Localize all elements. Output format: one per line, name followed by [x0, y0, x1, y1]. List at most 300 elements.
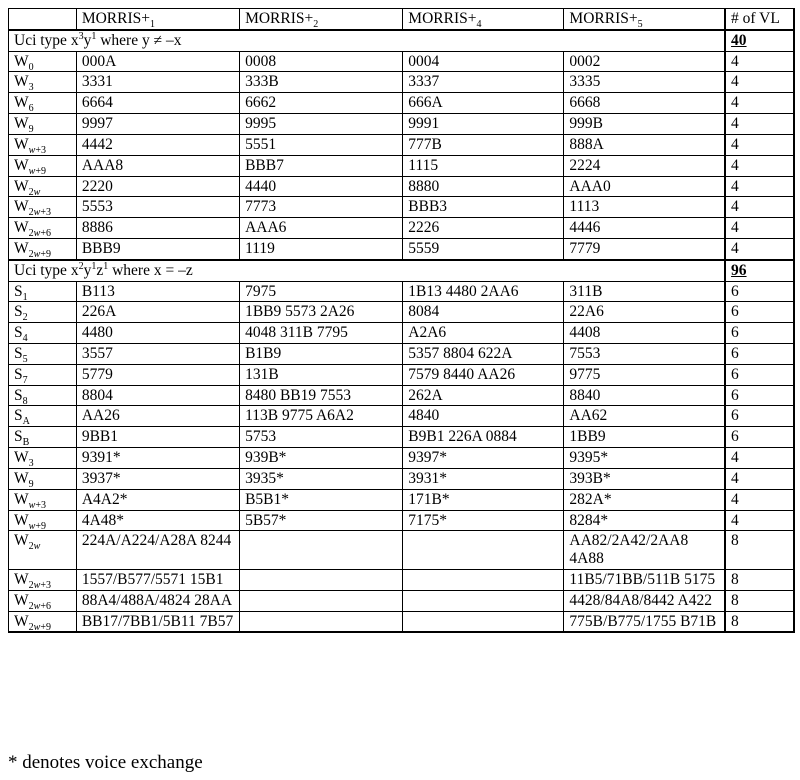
cell-vl: 6	[725, 427, 794, 448]
section2-title	[9, 260, 726, 281]
cell-morris-3: 1115	[403, 155, 564, 176]
cell-vl: 4	[725, 155, 794, 176]
subscript-number: A	[22, 416, 30, 427]
cell-morris-1: 3937*	[76, 468, 239, 489]
cell-morris-3: 7175*	[403, 510, 564, 531]
subscript-number: 2	[22, 312, 28, 323]
table-row	[9, 385, 795, 406]
row-label	[9, 468, 77, 489]
cell-vl: 8	[725, 569, 794, 590]
table-row	[9, 281, 795, 302]
cell-vl: 8	[725, 611, 794, 632]
cell-morris-4: 8284*	[564, 510, 725, 531]
section1-title-b: y	[83, 31, 92, 49]
table-row	[9, 155, 795, 176]
subscript-w: w	[33, 228, 41, 239]
cell-morris-2: 6662	[240, 93, 403, 114]
cell-morris-1: B113	[76, 281, 239, 302]
cell-morris-2: 7773	[240, 197, 403, 218]
cell-vl: 4	[725, 176, 794, 197]
cell-morris-1: 4442	[76, 134, 239, 155]
row-label-subscript	[29, 62, 34, 72]
row-label	[9, 134, 77, 155]
subscript-offset: +9	[35, 165, 46, 176]
cell-morris-1: 9997	[76, 114, 239, 135]
table-row	[9, 590, 795, 611]
cell-morris-3: B9B1 226A 0884	[403, 427, 564, 448]
row-label-letter: S	[14, 365, 23, 383]
cell-vl: 4	[725, 114, 794, 135]
row-label-letter: W	[14, 239, 29, 257]
row-label	[9, 51, 77, 72]
section1-total: 40	[725, 30, 794, 51]
cell-vl: 4	[725, 510, 794, 531]
header-sub: 5	[637, 19, 643, 30]
cell-morris-2	[240, 531, 403, 570]
row-label-letter: W	[14, 135, 29, 153]
cell-morris-1: 5553	[76, 197, 239, 218]
cell-vl: 4	[725, 93, 794, 114]
cell-morris-2: 5B57*	[240, 510, 403, 531]
subscript-number: 2	[28, 600, 34, 612]
cell-morris-4: 282A*	[564, 489, 725, 510]
row-label	[9, 510, 77, 531]
cell-morris-3: 262A	[403, 385, 564, 406]
cell-morris-1: 2220	[76, 176, 239, 197]
header-vl: # of VL	[725, 9, 794, 30]
subscript-w: w	[33, 186, 41, 197]
row-label	[9, 72, 77, 93]
cell-morris-1: 1557/B577/5571 15B1	[76, 569, 239, 590]
cell-morris-1: 000A	[76, 51, 239, 72]
row-label	[9, 176, 77, 197]
cell-morris-3: 0004	[403, 51, 564, 72]
row-label-letter: W	[14, 612, 29, 630]
cell-morris-2: B1B9	[240, 344, 403, 365]
row-label-subscript	[29, 124, 34, 134]
cell-morris-3: 7579 8440 AA26	[403, 364, 564, 385]
subscript-w: w	[33, 541, 41, 553]
row-label	[9, 302, 77, 323]
row-label-subscript	[29, 187, 41, 197]
cell-morris-3: 8084	[403, 302, 564, 323]
cell-vl: 4	[725, 238, 794, 259]
table-row	[9, 531, 795, 570]
row-label-letter: W	[14, 219, 29, 237]
subscript-offset: +9	[40, 249, 51, 260]
row-label-letter: S	[14, 386, 23, 404]
cell-morris-4: 775B/B775/1755 B71B	[564, 611, 725, 632]
cell-morris-4: 11B5/71BB/511B 5175	[564, 569, 725, 590]
cell-morris-4: 311B	[564, 281, 725, 302]
row-label	[9, 448, 77, 469]
header-morris-1	[76, 9, 239, 30]
row-label-letter: S	[14, 303, 23, 321]
cell-vl: 4	[725, 489, 794, 510]
subscript-number: 0	[28, 61, 34, 72]
table-row	[9, 134, 795, 155]
cell-morris-3	[403, 569, 564, 590]
cell-morris-4: 1113	[564, 197, 725, 218]
cell-morris-4: 1BB9	[564, 427, 725, 448]
cell-morris-1: 226A	[76, 302, 239, 323]
section2-title-d: where x = –z	[108, 261, 193, 279]
row-label-letter: W	[14, 156, 29, 174]
cell-vl: 4	[725, 51, 794, 72]
cell-morris-2: 4048 311B 7795	[240, 323, 403, 344]
table-row	[9, 427, 795, 448]
cell-morris-1: BB17/7BB1/5B11 7B57	[76, 611, 239, 632]
header-sub: 1	[150, 19, 156, 30]
subscript-number: 2	[28, 186, 34, 197]
cell-vl: 6	[725, 323, 794, 344]
cell-morris-4: 888A	[564, 134, 725, 155]
row-label	[9, 281, 77, 302]
cell-morris-1: 4480	[76, 323, 239, 344]
cell-vl: 8	[725, 590, 794, 611]
subscript-offset: +6	[40, 600, 51, 612]
row-label	[9, 364, 77, 385]
subscript-w: w	[28, 520, 36, 531]
table-row	[9, 114, 795, 135]
cell-morris-1: 9391*	[76, 448, 239, 469]
table-row	[9, 72, 795, 93]
cell-morris-4: 22A6	[564, 302, 725, 323]
cell-vl: 8	[725, 531, 794, 570]
row-label-letter: W	[14, 490, 29, 508]
row-label-subscript	[29, 601, 51, 611]
subscript-number: 2	[28, 541, 34, 553]
cell-morris-2: 131B	[240, 364, 403, 385]
cell-morris-4: AAA0	[564, 176, 725, 197]
row-label-letter: W	[14, 532, 29, 550]
header-prefix: MORRIS+	[81, 10, 151, 27]
row-label-letter: W	[14, 449, 29, 467]
cell-vl: 6	[725, 385, 794, 406]
row-label-subscript	[29, 622, 51, 633]
cell-morris-2: 3935*	[240, 468, 403, 489]
cell-morris-4: 999B	[564, 114, 725, 135]
section2-total: 96	[725, 260, 794, 281]
cell-morris-3: 5559	[403, 238, 564, 259]
section1-sup2: 1	[91, 30, 97, 42]
header-prefix: MORRIS+	[569, 10, 638, 27]
subscript-number: 6	[28, 103, 34, 114]
table-row	[9, 323, 795, 344]
row-label-subscript	[29, 103, 34, 113]
table-row	[9, 569, 795, 590]
subscript-number: 2	[28, 580, 34, 591]
cell-morris-2	[240, 590, 403, 611]
row-label-subscript	[23, 333, 28, 343]
cell-vl: 4	[725, 72, 794, 93]
table-row	[9, 197, 795, 218]
cell-morris-1: 3331	[76, 72, 239, 93]
row-label	[9, 569, 77, 590]
cell-morris-3: 777B	[403, 134, 564, 155]
morris-table	[8, 8, 795, 633]
row-label-subscript	[29, 83, 34, 93]
row-label	[9, 197, 77, 218]
cell-morris-3: 8880	[403, 176, 564, 197]
cell-morris-4: 9775	[564, 364, 725, 385]
row-label	[9, 218, 77, 239]
cell-morris-3	[403, 590, 564, 611]
row-label-letter: S	[14, 407, 23, 425]
row-label-letter: W	[14, 198, 29, 216]
row-label	[9, 590, 77, 611]
row-label	[9, 344, 77, 365]
row-label-subscript	[29, 580, 51, 590]
subscript-number: 2	[28, 228, 34, 239]
subscript-number: 2	[28, 207, 34, 218]
cell-morris-4: 3335	[564, 72, 725, 93]
subscript-number: 4	[22, 333, 28, 344]
cell-vl: 6	[725, 406, 794, 427]
table-row	[9, 510, 795, 531]
header-row	[9, 9, 795, 30]
subscript-w: w	[33, 600, 41, 612]
row-label-subscript	[29, 228, 51, 238]
row-label-letter: S	[14, 282, 23, 300]
cell-morris-3: 4840	[403, 406, 564, 427]
footnote: * denotes voice exchange	[8, 752, 203, 773]
cell-morris-3: 3931*	[403, 468, 564, 489]
section1-sup1: 3	[78, 30, 84, 42]
subscript-offset: +9	[40, 621, 51, 633]
cell-morris-1: 6664	[76, 93, 239, 114]
cell-morris-3: 3337	[403, 72, 564, 93]
table-row	[9, 489, 795, 510]
section2-sup1: 2	[78, 260, 84, 272]
header-sub: 4	[476, 19, 482, 30]
cell-morris-4: 8840	[564, 385, 725, 406]
cell-morris-2	[240, 569, 403, 590]
row-label-letter: W	[14, 52, 29, 70]
row-label-subscript	[29, 166, 46, 176]
cell-morris-4: 4428/84A8/8442 A422	[564, 590, 725, 611]
section2-heading-row	[9, 260, 795, 281]
table-row	[9, 93, 795, 114]
cell-morris-3: 666A	[403, 93, 564, 114]
row-label-subscript	[23, 375, 28, 385]
cell-morris-3: 2226	[403, 218, 564, 239]
cell-vl: 4	[725, 218, 794, 239]
table-row	[9, 218, 795, 239]
subscript-number: 9	[28, 124, 34, 135]
cell-morris-3: 9991	[403, 114, 564, 135]
subscript-number: 2	[28, 249, 34, 260]
table-row	[9, 468, 795, 489]
header-morris-2	[240, 9, 403, 30]
row-label-subscript	[29, 458, 34, 468]
row-label	[9, 427, 77, 448]
row-label-subscript	[29, 500, 46, 510]
header-morris-5	[564, 9, 725, 30]
table-row	[9, 364, 795, 385]
table-row	[9, 302, 795, 323]
subscript-w: w	[33, 249, 41, 260]
row-label-subscript	[29, 521, 46, 531]
section2-sup2: 1	[91, 260, 97, 272]
subscript-number: 5	[22, 354, 28, 365]
row-label-letter: W	[14, 570, 29, 588]
cell-morris-1: 8804	[76, 385, 239, 406]
header-sub: 2	[313, 19, 319, 30]
subscript-offset: +3	[40, 207, 51, 218]
cell-morris-2: BBB7	[240, 155, 403, 176]
section1-title-a: Uci type x	[14, 31, 79, 49]
cell-morris-4: 393B*	[564, 468, 725, 489]
cell-morris-2: 4440	[240, 176, 403, 197]
cell-morris-2: AAA6	[240, 218, 403, 239]
row-label	[9, 385, 77, 406]
subscript-number: 9	[28, 478, 34, 490]
cell-morris-2: 7975	[240, 281, 403, 302]
cell-morris-4: 9395*	[564, 448, 725, 469]
cell-morris-3: BBB3	[403, 197, 564, 218]
row-label	[9, 155, 77, 176]
cell-morris-3	[403, 611, 564, 632]
section1-title	[9, 30, 726, 51]
cell-morris-2	[240, 611, 403, 632]
row-label-subscript	[23, 417, 30, 427]
cell-vl: 4	[725, 448, 794, 469]
cell-morris-3	[403, 531, 564, 570]
subscript-w: w	[28, 144, 36, 156]
row-label	[9, 114, 77, 135]
table-row	[9, 176, 795, 197]
subscript-w: w	[33, 580, 41, 591]
cell-morris-3: 1B13 4480 2AA6	[403, 281, 564, 302]
row-label	[9, 238, 77, 259]
row-label-subscript	[23, 312, 28, 322]
subscript-offset: +9	[35, 520, 46, 531]
subscript-w: w	[33, 207, 41, 218]
table-row	[9, 448, 795, 469]
cell-morris-1: AAA8	[76, 155, 239, 176]
subscript-number: 7	[22, 374, 28, 386]
row-label-subscript	[29, 541, 41, 552]
cell-morris-2: 333B	[240, 72, 403, 93]
cell-morris-2: 5753	[240, 427, 403, 448]
row-label-letter: W	[14, 115, 29, 133]
cell-morris-1: 3557	[76, 344, 239, 365]
cell-vl: 6	[725, 302, 794, 323]
cell-morris-1: BBB9	[76, 238, 239, 259]
row-label-subscript	[23, 292, 28, 302]
row-label-subscript	[29, 249, 51, 260]
table-row	[9, 51, 795, 72]
header-prefix: MORRIS+	[408, 10, 477, 27]
row-label-subscript	[29, 145, 46, 155]
row-label-subscript	[29, 479, 34, 489]
section2-title-c: z	[96, 261, 104, 279]
row-label	[9, 93, 77, 114]
section1-heading-row	[9, 30, 795, 51]
row-label	[9, 531, 77, 570]
cell-morris-4: 4408	[564, 323, 725, 344]
subscript-number: 3	[28, 458, 34, 469]
subscript-number: 3	[28, 82, 34, 93]
row-label-letter: W	[14, 469, 29, 487]
cell-morris-1: 9BB1	[76, 427, 239, 448]
cell-morris-1: 8886	[76, 218, 239, 239]
cell-morris-2: 5551	[240, 134, 403, 155]
row-label	[9, 611, 77, 632]
row-label-subscript	[23, 354, 28, 364]
header-morris-4	[403, 9, 564, 30]
cell-morris-4: 7779	[564, 238, 725, 259]
cell-morris-1: 224A/A224/A28A 8244	[76, 531, 239, 570]
cell-morris-2: 8480 BB19 7553	[240, 385, 403, 406]
section2-sup3: 1	[103, 260, 109, 272]
cell-vl: 4	[725, 197, 794, 218]
cell-morris-4: 2224	[564, 155, 725, 176]
row-label-letter: S	[14, 428, 23, 446]
cell-vl: 4	[725, 468, 794, 489]
cell-morris-2: B5B1*	[240, 489, 403, 510]
row-label	[9, 406, 77, 427]
subscript-number: 2	[28, 621, 34, 633]
subscript-offset: +3	[35, 144, 46, 156]
cell-morris-1: AA26	[76, 406, 239, 427]
cell-morris-3: A2A6	[403, 323, 564, 344]
subscript-offset: +6	[40, 228, 51, 239]
subscript-w: w	[33, 621, 41, 633]
row-label-subscript	[29, 207, 51, 217]
cell-vl: 4	[725, 134, 794, 155]
cell-vl: 6	[725, 364, 794, 385]
row-label-letter: S	[14, 324, 23, 342]
header-prefix: MORRIS+	[245, 10, 314, 27]
row-label	[9, 323, 77, 344]
row-label-letter: W	[14, 511, 29, 529]
header-corner	[9, 9, 77, 30]
subscript-number: 1	[22, 291, 28, 302]
cell-morris-4: 4446	[564, 218, 725, 239]
cell-morris-1: A4A2*	[76, 489, 239, 510]
table-row	[9, 406, 795, 427]
cell-morris-4: 0002	[564, 51, 725, 72]
section1-title-c: where y ≠ –x	[96, 31, 182, 49]
cell-morris-2: 9995	[240, 114, 403, 135]
cell-morris-3: 5357 8804 622A	[403, 344, 564, 365]
cell-morris-2: 1119	[240, 238, 403, 259]
subscript-number: B	[22, 437, 30, 448]
cell-morris-4: AA82/2A42/2AA8 4A88	[564, 531, 725, 570]
subscript-offset: +3	[40, 580, 51, 591]
cell-morris-1: 5779	[76, 364, 239, 385]
subscript-number: 8	[22, 395, 28, 406]
subscript-offset: +3	[35, 499, 46, 510]
section2-title-a: Uci type x	[14, 261, 79, 279]
row-label-letter: W	[14, 591, 29, 609]
row-label	[9, 489, 77, 510]
row-label-subscript	[23, 396, 28, 406]
cell-morris-4: 7553	[564, 344, 725, 365]
cell-morris-4: AA62	[564, 406, 725, 427]
table-row	[9, 238, 795, 259]
table-row	[9, 344, 795, 365]
cell-morris-2: 939B*	[240, 448, 403, 469]
cell-vl: 6	[725, 281, 794, 302]
cell-morris-1: 4A48*	[76, 510, 239, 531]
row-label-letter: W	[14, 177, 29, 195]
row-label-subscript	[23, 437, 30, 447]
subscript-w: w	[28, 499, 36, 510]
cell-morris-2: 0008	[240, 51, 403, 72]
